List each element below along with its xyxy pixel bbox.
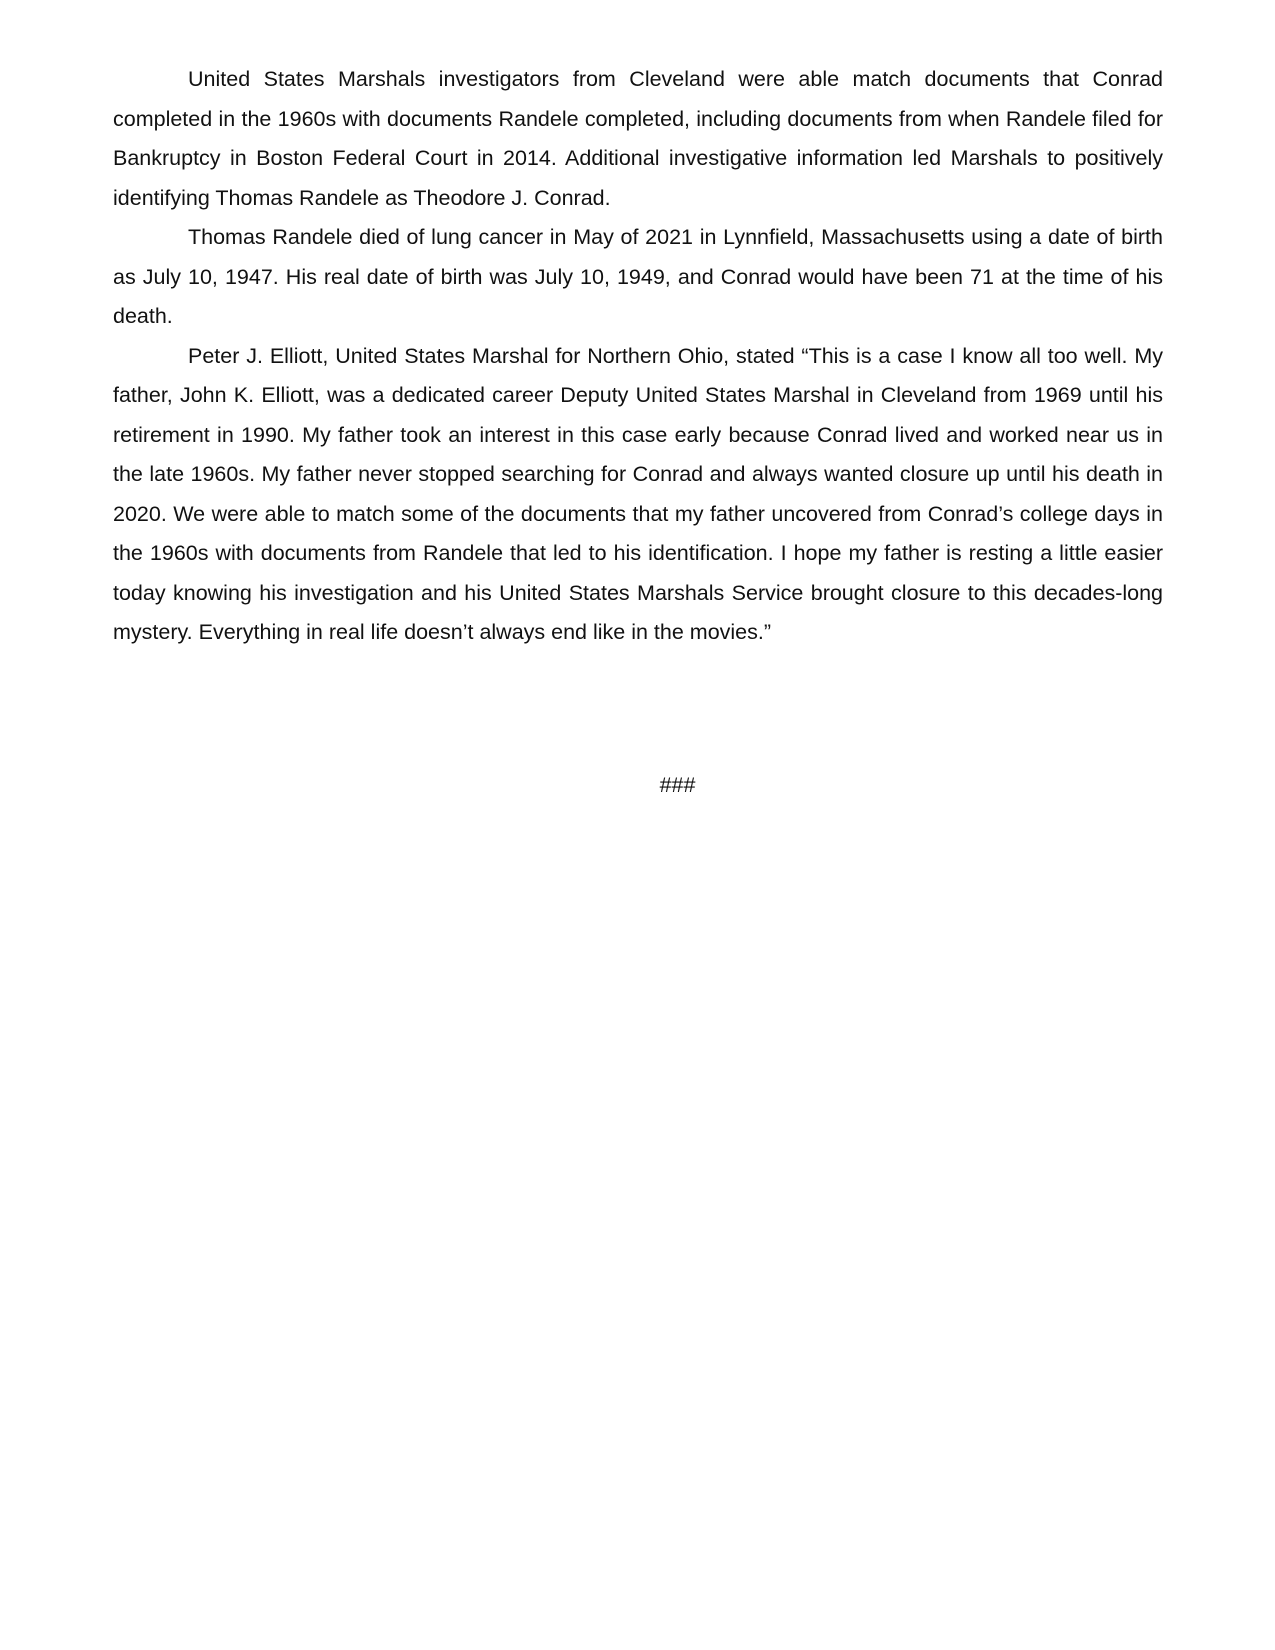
paragraph-marshals-investigation: United States Marshals investigators from Cleveland were able match documents that Conrad completed in the 1960s with documents Randele completed, including documents from when Randele filed for Bankruptcy in Boston Federal Court in 2014. Additional investigative information led Marshals to positively identifying Thomas Randele as Theodore J. Conrad.: [113, 67, 1163, 210]
paragraph-randele-death: Thomas Randele died of lung cancer in May of 2021 in Lynnfield, Massachusetts using a date of birth as July 10, 1947. His real date of birth was July 10, 1949, and Conrad would have been 71 at the time of his death.: [113, 225, 1163, 328]
end-of-release-mark: ###: [659, 773, 696, 797]
document-body: [113, 60, 1163, 653]
paragraph-elliott-statement: Peter J. Elliott, United States Marshal for Northern Ohio, stated “This is a case I know all too well. My father, John K. Elliott, was a dedicated career Deputy United States Marshal in Cleveland from 1969 until his retirement in 1990. My father took an interest in this case early because Conrad lived and worked near us in the late 1960s. My father never stopped searching for Conrad and always wanted closure up until his death in 2020. We were able to match some of the documents that my father uncovered from Conrad’s college days in the 1960s with documents from Randele that led to his identification. I hope my father is resting a little easier today knowing his investigation and his United States Marshals Service brought closure to this decades-long mystery. Everything in real life doesn’t always end like in the movies.”: [113, 343, 1163, 644]
